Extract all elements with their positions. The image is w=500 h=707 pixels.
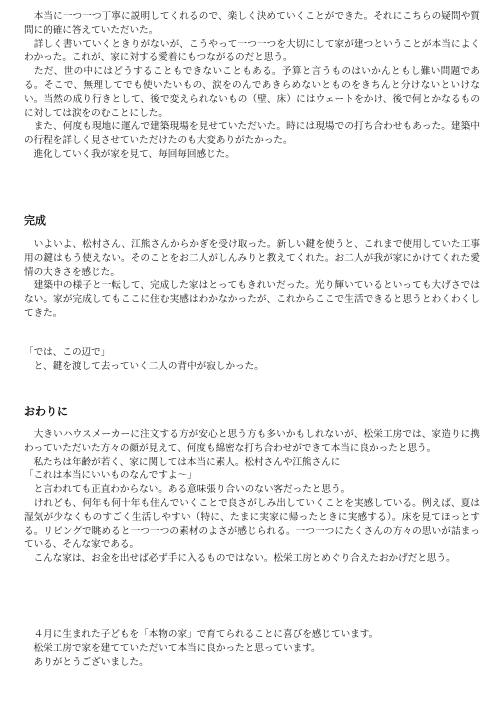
completion-quote: 「では、この辺で」 [24, 347, 111, 358]
intro-section [24, 10, 480, 162]
intro-paragraph-3: ただ、世の中にはどうすることもできないこともある。予算と言うものはいかんともし難い問題である。そこで、無理してでも使いたいもの、涙をのんであきらめないとものをきちんと分けないといけない。当然の成り行きとして、後で変えられないもの（壁、床）にはウェートをかけ、後で何とかなるものに対しては涙をのむことにした。 [24, 66, 480, 119]
closing-paragraph-1: 大きいハウスメーカーに注文する方が安心と思う方も多いかもしれないが、松栄工房では、家造りに携わっていただいた方々の顔が見えて、何度も綿密な打ち合わせができて本当に良かったと思う。 [24, 429, 480, 454]
intro-paragraph-2: 詳しく書いていくときりがないが、こうやって一つ一つを大切にして家が建つということが本当によくわかった。これが、家に対する愛着にもつながるのだと思う。 [24, 38, 480, 64]
intro-paragraph-1: 本当に一つ一つ丁寧に説明してくれるので、楽しく決めていくことができた。それにこちらの疑問や質問に的確に答えていただいた。 [24, 11, 480, 36]
closing-section [24, 428, 480, 566]
completion-paragraph-1: いよいよ、松村さん、江熊さんからかぎを受け取った。新しい鍵を使うと、これまで使用していた工事用の鍵はもう使えない。そのことをお二人がしんみりと教えてくれた。お二人が我が家にかけてくれた愛情の大きさを感じた。 [24, 239, 480, 278]
completion-heading: 完成 [24, 214, 46, 227]
final-section [24, 628, 480, 669]
closing-paragraph-2: 私たちは年齢が若く、家に関しては本当に素人。松村さんや江熊さんに [24, 456, 341, 468]
completion-paragraph-2: 建築中の様子と一転して、完成した家はとってもきれいだった。光り輝いているといっても大げさではない。家が完成してもここに住む実感はわかなかったが、これからここで生活できると思うとわくわくしてきた。 [24, 280, 480, 319]
completion-quote-block [24, 346, 480, 374]
completion-section [24, 238, 480, 321]
intro-paragraph-4: また、何度も現地に運んで建築現場を見せていただいた。時には現場での打ち合わせもあった。建築中の行程を詳しく見させていただけたのも大変ありがたかった。 [24, 121, 480, 147]
intro-paragraph-5: 進化していく我が家を見て、毎回毎回感じた。 [24, 148, 235, 160]
final-paragraph-3: ありがとうございました。 [24, 656, 149, 668]
closing-paragraph-3: 「これは本当にいいものなんですよ～」 [24, 470, 197, 482]
closing-heading: おわりに [24, 405, 68, 418]
final-paragraph-1: ４月に生まれた子どもを「本物の家」で育てられることに喜びを感じています。 [24, 629, 379, 640]
closing-paragraph-5: けれども、何年も何十年も住んでいくことで良さがしみ出していくことを実感している。例えば、夏は湿気が少なくものすごく生活しやすい（特に、たまに実家に帰ったときに実感する）。床を見てほっとする。リビングで眺めると一つ一つの素材のよさが感じられる。一つ一つにたくさんの方々の思いが詰まっている、そんな家である。 [24, 497, 480, 551]
final-paragraph-2: 松栄工房で家を建てていただいて本当に良かったと思っています。 [24, 642, 321, 654]
closing-paragraph-6: こんな家は、お金を出せば必ず手に入るものではない。松栄工房とめぐり合えたおかげだと思う。 [24, 553, 456, 565]
completion-after-quote: と、鍵を渡して去っていく二人の背中が寂しかった。 [24, 360, 264, 372]
closing-paragraph-4: と言われても正直わからない。ある意味張り合いのない客だったと思う。 [24, 484, 351, 496]
